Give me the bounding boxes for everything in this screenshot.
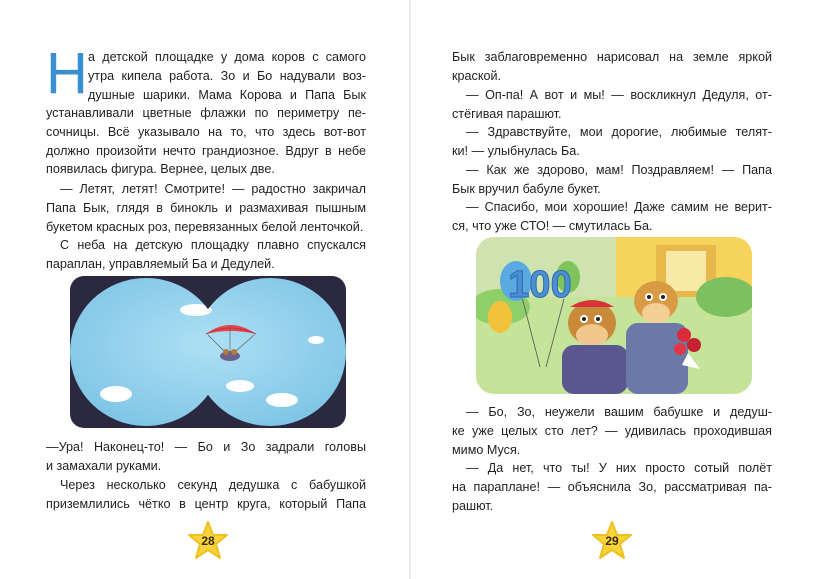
text-line: приземлились чётко в центр круга, который Папа bbox=[46, 496, 366, 511]
paragraph bbox=[46, 180, 366, 236]
text-line: — Летят, летят! Смотрите! — радостно закричал bbox=[60, 182, 366, 196]
text-line: краской. bbox=[452, 68, 502, 83]
text-line: устанавливали цветные флажки по периметру пе- bbox=[46, 106, 366, 120]
page-number-badge bbox=[590, 520, 634, 562]
paragraph bbox=[46, 438, 366, 476]
text-line: — Да нет, что ты! У них просто сотый полёт bbox=[466, 461, 772, 475]
text-line: Бык заблаговременно нарисовал на земле яркой bbox=[452, 50, 772, 64]
binocular-view-illustration bbox=[70, 276, 346, 428]
right-page bbox=[410, 0, 820, 579]
paragraph bbox=[452, 198, 772, 236]
paragraph bbox=[452, 161, 772, 199]
text-line: — Оп-па! А вот и мы! — воскликнул Дедуля, от- bbox=[466, 88, 772, 102]
paragraph bbox=[452, 86, 772, 124]
paragraph bbox=[46, 236, 366, 274]
text-line: букетом красных роз, перевязанных белой ленточкой. bbox=[46, 219, 364, 234]
page-number-badge bbox=[186, 520, 230, 562]
cloud-shape bbox=[266, 393, 298, 407]
text-line: — Здравствуйте, мои дорогие, любимые телят- bbox=[466, 125, 772, 139]
paragraph bbox=[452, 459, 772, 515]
text-line: — Как же здорово, мам! Поздравляем! — Папа bbox=[466, 163, 772, 177]
text-line: Папа Бык, глядя в бинокль и размахивая пышным bbox=[46, 200, 366, 215]
text-line: ся, что уже СТО! — смутилась Ба. bbox=[452, 218, 653, 233]
text-line: утра кипела работа. Зо и Бо надували воз- bbox=[88, 68, 366, 83]
paragraph bbox=[452, 123, 772, 161]
text-line: рашют. bbox=[452, 498, 494, 513]
drop-cap: Н bbox=[46, 41, 88, 106]
text-line: появилась фигура. Вернее, целых две. bbox=[46, 162, 275, 177]
cloud-shape bbox=[226, 380, 254, 392]
text-line: и замахали руками. bbox=[46, 458, 162, 473]
text-line: — Спасибо, мои хорошие! Даже самим не верит- bbox=[466, 200, 772, 214]
cows-with-balloons-illustration bbox=[476, 237, 752, 394]
text-line: ке уже целых сто лет? — удивилась проходившая bbox=[452, 423, 772, 438]
text-line: ки! — улыбнулась Ба. bbox=[452, 143, 580, 158]
text-line: параплан, управляемый Ба и Дедулей. bbox=[46, 256, 275, 271]
paragraph bbox=[88, 48, 366, 104]
text-line: — Бо, Зо, неужели вашим бабушке и дедуш- bbox=[466, 405, 772, 419]
balloon-number: 100 bbox=[508, 264, 572, 306]
text-line: С неба на детскую площадку плавно спускался bbox=[60, 238, 366, 252]
text-line: Бык вручил бабуле букет. bbox=[452, 181, 601, 196]
text-line: душные шарики. Мама Корова и Папа Бык bbox=[88, 87, 366, 102]
text-line: сочницы. Всё указывало на то, что здесь вот-вот bbox=[46, 124, 366, 139]
paragraph bbox=[452, 48, 772, 86]
text-line: а детской площадке у дома коров с самого bbox=[88, 50, 366, 64]
page-number: 28 bbox=[201, 534, 215, 548]
text-line: Через несколько секунд дедушка с бабушкой bbox=[60, 478, 366, 492]
paragraph bbox=[452, 403, 772, 459]
text-line: на параплане! — объяснила Зо, рассматривая па- bbox=[452, 479, 772, 494]
text-line: стёгивая парашют. bbox=[452, 106, 562, 121]
cloud-shape bbox=[308, 336, 324, 344]
text-line: мимо Муся. bbox=[452, 442, 521, 457]
cloud-shape bbox=[100, 386, 132, 402]
text-line: должно произойти нечто грандиозное. Вдруг в небе bbox=[46, 143, 366, 158]
text-line: —Ура! Наконец-то! — Бо и Зо задрали головы bbox=[46, 440, 366, 454]
paragraph bbox=[46, 104, 366, 179]
paragraph bbox=[46, 476, 366, 514]
page-number: 29 bbox=[605, 534, 619, 548]
